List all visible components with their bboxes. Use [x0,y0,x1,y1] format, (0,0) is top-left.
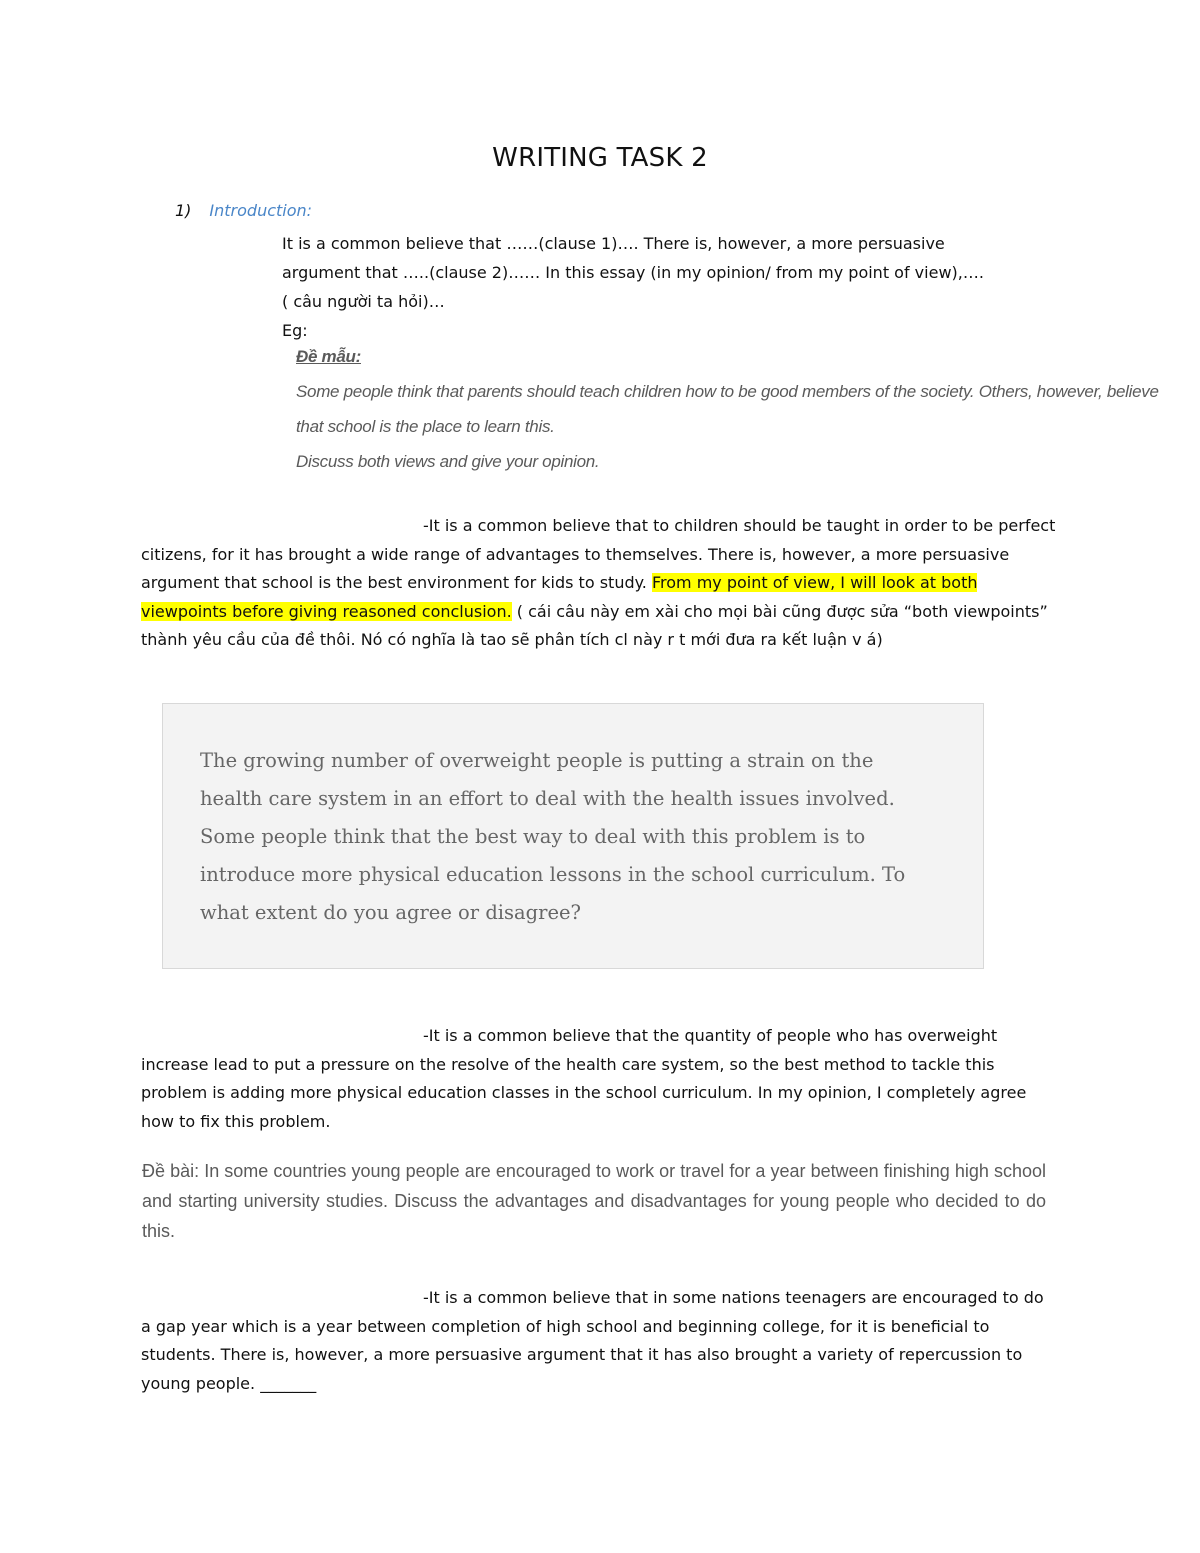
answer-text: -It is a common believe that in some nations teenagers are encouraged to do a gap year which is a year between completion of high school and beginning college, for it is beneficial to students. There is, however, a more persuasive argument that it has also brought a variety of repercussion to young people. _______ [141,1288,1044,1393]
prompt-line: introduce more physical education lessons in the school curriculum. To [200,863,906,886]
answer-paragraph-2 [141,1022,1057,1136]
introduction-template [282,229,1162,345]
template-line: It is a common believe that ……(clause 1)…. There is, however, a more persuasive [282,234,945,253]
highlighted-sentence: From my point of view, I will look at both viewpoints before giving reasoned conclusion. [141,573,978,621]
prompt-line: what extent do you agree or disagree? [200,901,582,924]
topic-line: that school is the place to learn this. [296,417,555,436]
section-number: 1) [175,201,192,220]
topic-line: Some people think that parents should teach children how to be good members of the society. Others, however, believe [296,382,1159,401]
topic-text: In some countries young people are encouraged to work or travel for a year between finishing high school and starting university studies. Discuss the advantages and disadvantages for young people who decided to do this. [142,1161,1046,1241]
prompt-line: health care system in an effort to deal with the health issues involved. [200,787,895,810]
section-heading [175,201,312,220]
topic-3 [142,1156,1046,1246]
topic-line: Discuss both views and give your opinion. [296,452,600,471]
prompt-line: Some people think that the best way to deal with this problem is to [200,825,866,848]
answer-text: -It is a common believe that the quantity of people who has overweight increase lead to put a pressure on the resolve of the health care system, so the best method to tackle this problem is adding more physical education classes in the school curriculum. In my opinion, I completely agree how to fix this problem. [141,1026,1027,1131]
section-label: Introduction: [209,201,313,220]
prompt-line: The growing number of overweight people is putting a strain on the [200,749,874,772]
example-label: Eg: [282,321,308,340]
example-topic-1 [296,339,1196,479]
answer-paragraph-1 [141,512,1057,655]
topic-prompt-box [162,703,984,969]
answer-note: ( cái câu này em xài cho mọi bài cũng được sửa “both viewpoints” thành yêu cầu của đề thôi. Nó có nghĩa là tao sẽ phân tích cl này r t mới đưa ra kết luận v á) [141,601,1048,649]
topic-label: Đề bài: [142,1161,200,1181]
topic-label: Đề mẫu: [296,347,361,366]
answer-paragraph-3 [141,1284,1057,1398]
template-line: ( câu người ta hỏi)… [282,292,445,311]
page-title: WRITING TASK 2 [492,143,708,173]
answer-text: -It is a common believe that to children should be taught in order to be perfect citizens, for it has brought a wide range of advantages to themselves. There is, however, a more persuasive argument that school is the best environment for kids to study. [141,516,1056,592]
template-line: argument that …..(clause 2)…… In this essay (in my opinion/ from my point of view),…. [282,263,984,282]
